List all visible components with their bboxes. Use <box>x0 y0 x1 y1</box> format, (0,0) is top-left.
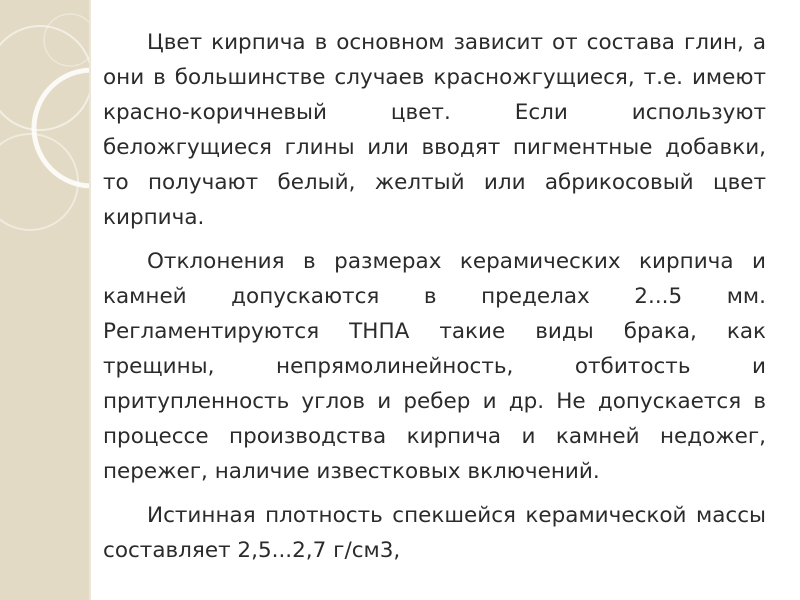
paragraph-brick-color: Цвет кирпича в основном зависит от состава глин, а они в большинстве случаев красножгущиеся, т.е. имеют красно-коричневый цвет. Если используют беложгущиеся глины или вводят пигментные добавки, то получают белый, желтый или абрикосовый цвет кирпича. <box>103 30 766 230</box>
paragraph-size-deviations: Отклонения в размерах керамических кирпича и камней допускаются в пределах 2...5 мм. Регламентируются ТНПА такие виды брака, как трещины, непрямолинейность, отбитость и притупленность углов и ребер и др. Не допускается в процессе производства кирпича и камней недожег, пережег, наличие известковых включений. <box>103 249 766 484</box>
paragraph-true-density: Истинная плотность спекшейся керамической массы составляет 2,5...2,7 г/см3, <box>103 503 766 563</box>
panel-divider <box>89 0 91 600</box>
decorative-side-panel <box>0 0 89 600</box>
decorative-rings <box>0 0 89 600</box>
slide-body-text <box>103 25 766 577</box>
